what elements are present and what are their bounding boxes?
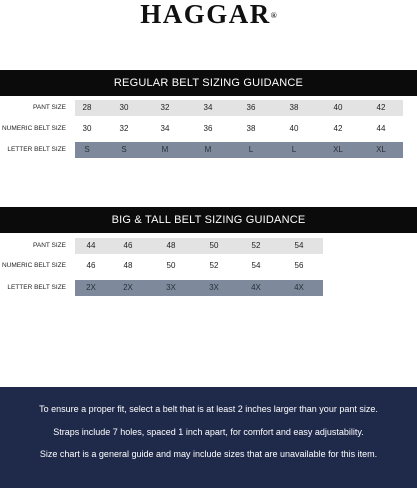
- size-cell: 3X: [166, 283, 176, 292]
- size-cell: M: [161, 145, 169, 154]
- size-cell: 50: [166, 261, 176, 270]
- size-cell: 4X: [294, 283, 304, 292]
- size-cell: M: [204, 145, 212, 154]
- brand-logo: [0, 0, 417, 28]
- size-cell: 40: [333, 103, 343, 112]
- bigtall-pant-size-row: [0, 238, 417, 254]
- size-cell: 2X: [123, 283, 133, 292]
- size-cell: 36: [203, 124, 213, 133]
- sizing-notes-panel: [0, 387, 417, 488]
- size-cell: XL: [376, 145, 386, 154]
- size-cell: 44: [376, 124, 386, 133]
- size-cell: L: [248, 145, 254, 154]
- row-label: LETTER BELT SIZE: [7, 284, 66, 291]
- size-cell: 30: [82, 124, 92, 133]
- size-cell: 42: [333, 124, 343, 133]
- guide-note: Size chart is a general guide and may include sizes that are unavailable for this item.: [39, 449, 378, 459]
- size-cell: 36: [246, 103, 256, 112]
- row-bar: [75, 100, 403, 116]
- row-label: NUMERIC BELT SIZE: [1, 262, 66, 269]
- regular-numeric-belt-row: [0, 121, 417, 137]
- size-cell: S: [84, 145, 90, 154]
- size-cell: 46: [86, 261, 96, 270]
- size-cell: 32: [119, 124, 129, 133]
- size-cell: 4X: [251, 283, 261, 292]
- size-cell: 34: [203, 103, 213, 112]
- regular-pant-size-row: [0, 100, 417, 116]
- row-bar: [75, 280, 323, 296]
- size-cell: L: [291, 145, 297, 154]
- bigtall-section-title: BIG & TALL BELT SIZING GUIDANCE: [0, 207, 417, 233]
- row-bar: [75, 121, 403, 137]
- bigtall-numeric-belt-row: [0, 258, 417, 274]
- size-cell: S: [121, 145, 127, 154]
- size-cell: 40: [289, 124, 299, 133]
- row-label: NUMERIC BELT SIZE: [1, 125, 66, 132]
- size-cell: XL: [333, 145, 343, 154]
- size-cell: 48: [123, 261, 133, 270]
- size-cell: 48: [166, 241, 176, 250]
- size-cell: 56: [294, 261, 304, 270]
- size-cell: 38: [246, 124, 256, 133]
- row-label: PANT SIZE: [33, 104, 66, 111]
- size-cell: 54: [294, 241, 304, 250]
- size-cell: 32: [160, 103, 170, 112]
- regular-section-title: REGULAR BELT SIZING GUIDANCE: [0, 70, 417, 96]
- size-cell: 52: [251, 241, 261, 250]
- size-cell: 30: [119, 103, 129, 112]
- size-cell: 46: [123, 241, 133, 250]
- row-bar: [75, 142, 403, 158]
- size-cell: 38: [289, 103, 299, 112]
- size-cell: 2X: [86, 283, 96, 292]
- straps-note: Straps include 7 holes, spaced 1 inch apart, for comfort and easy adjustability.: [53, 427, 364, 437]
- bigtall-letter-belt-row: [0, 280, 417, 296]
- row-bar: [75, 238, 323, 254]
- brand-name: HAGGAR: [140, 0, 271, 29]
- size-cell: 54: [251, 261, 261, 270]
- size-cell: 44: [86, 241, 96, 250]
- size-cell: 42: [376, 103, 386, 112]
- fit-note: To ensure a proper fit, select a belt that is at least 2 inches larger than your pant size.: [39, 404, 378, 414]
- regular-letter-belt-row: [0, 142, 417, 158]
- registered-mark: ®: [270, 11, 277, 20]
- size-cell: 50: [209, 241, 219, 250]
- size-cell: 34: [160, 124, 170, 133]
- row-bar: [75, 258, 323, 274]
- size-cell: 28: [82, 103, 92, 112]
- row-label: PANT SIZE: [33, 242, 66, 249]
- row-label: LETTER BELT SIZE: [7, 146, 66, 153]
- size-cell: 52: [209, 261, 219, 270]
- size-cell: 3X: [209, 283, 219, 292]
